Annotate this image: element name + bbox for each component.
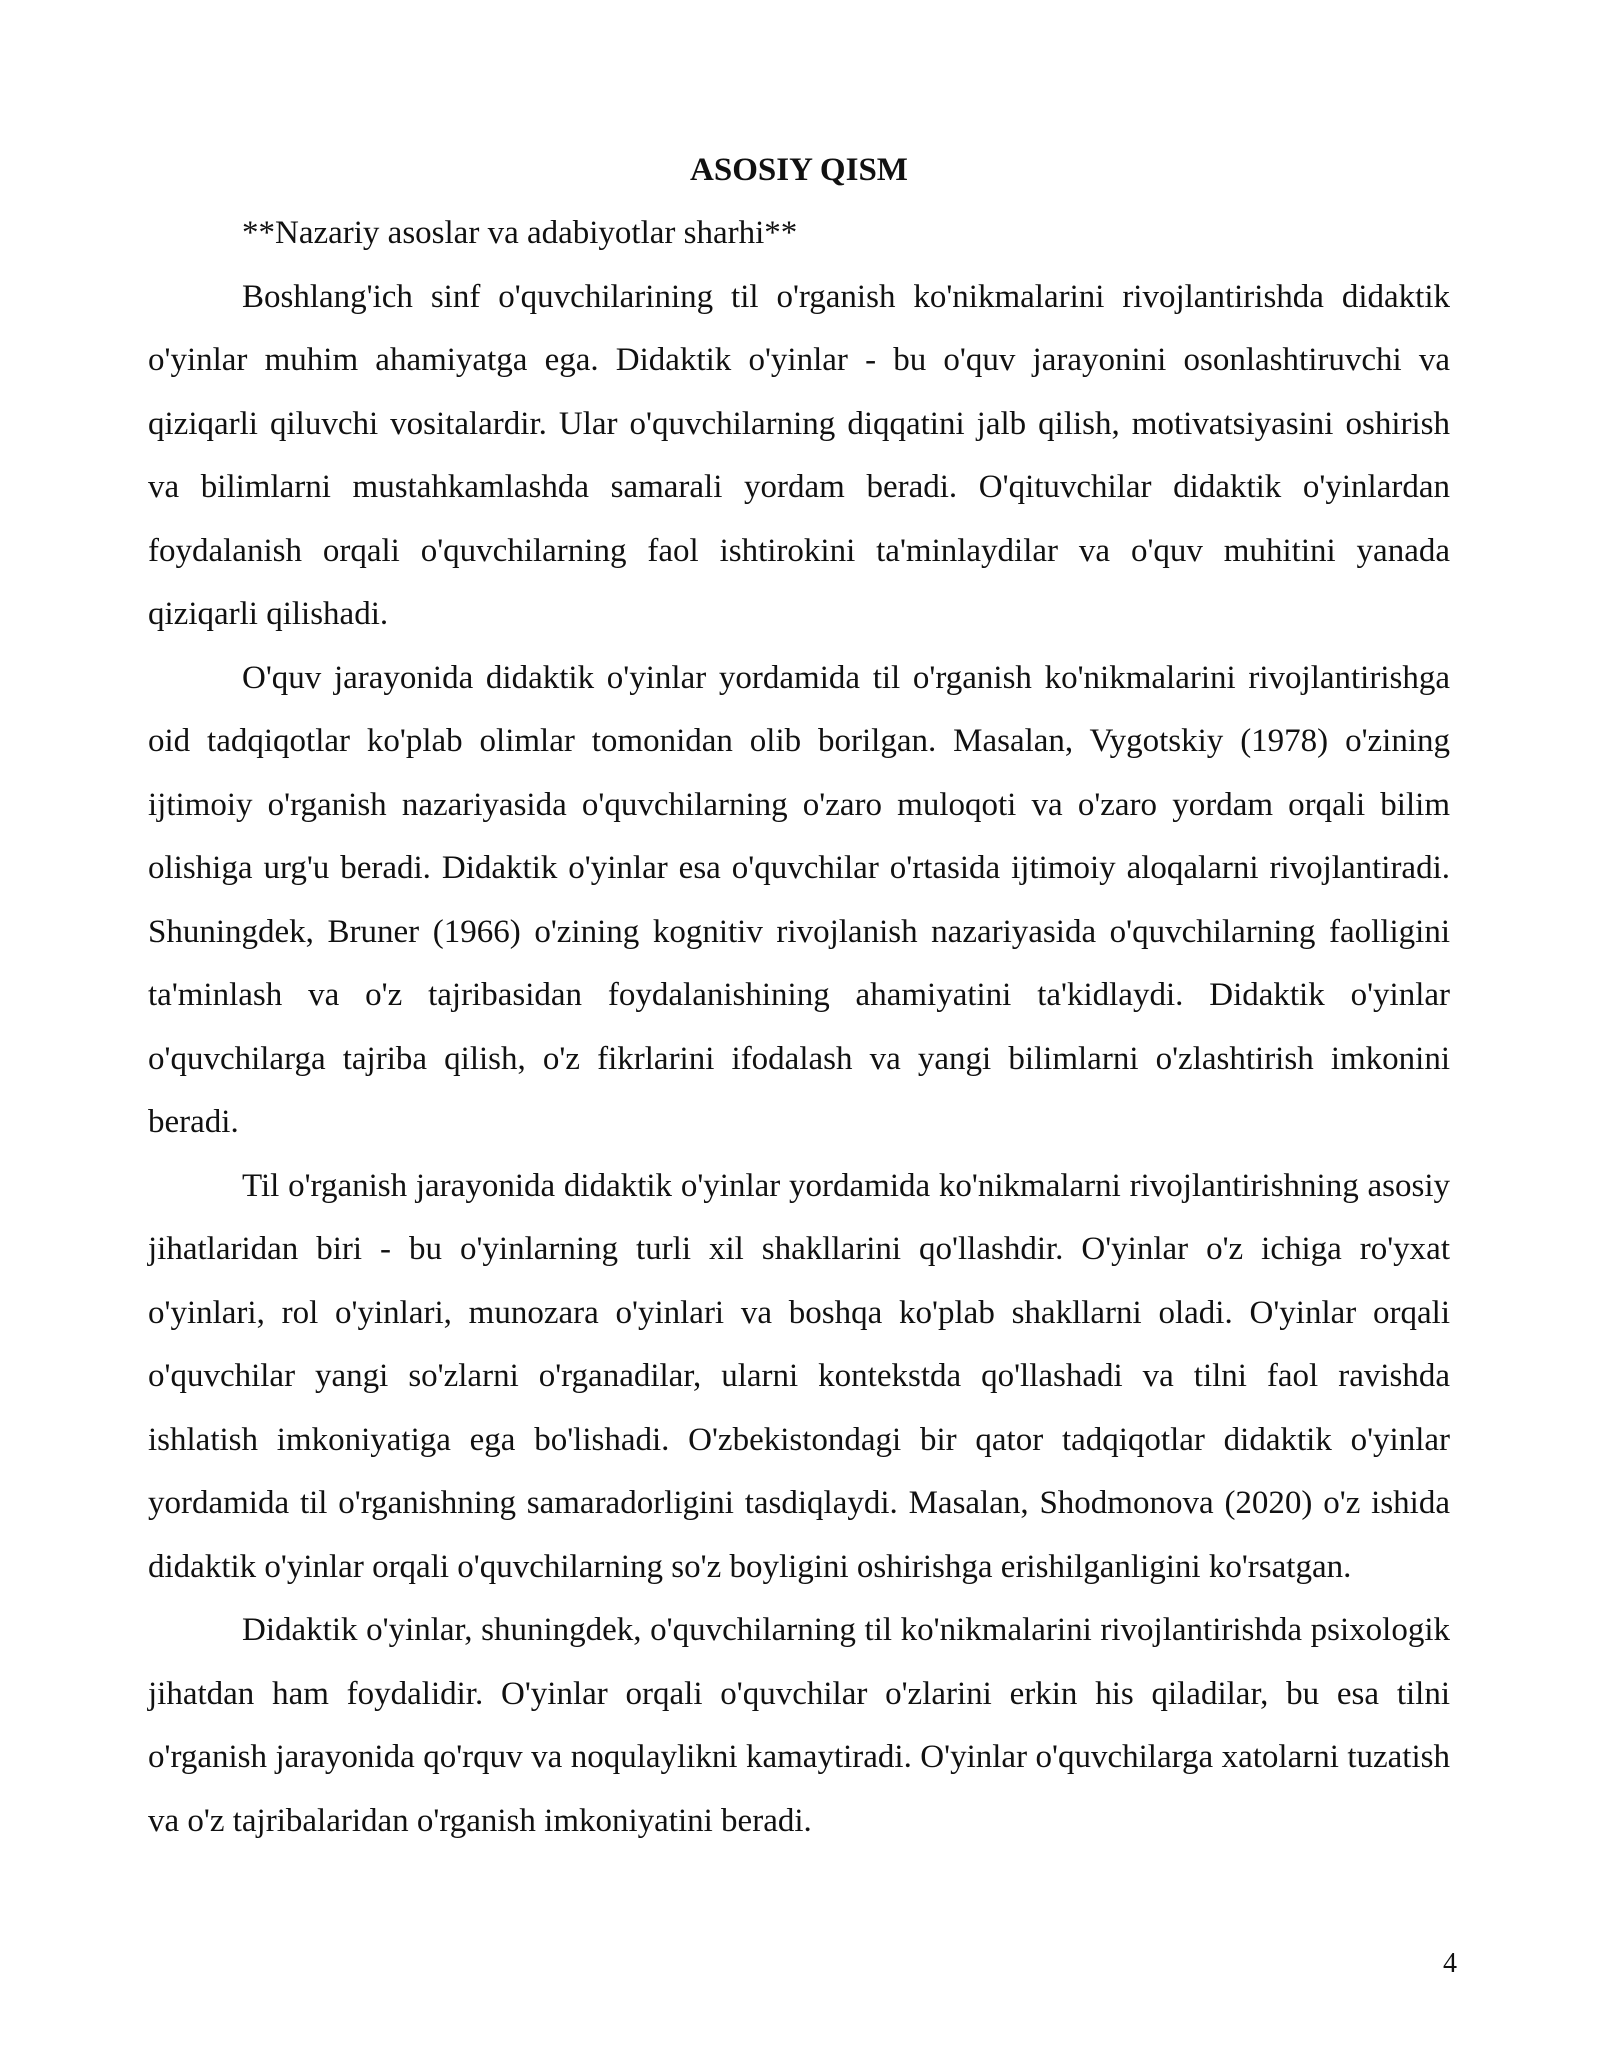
page-number: 4 <box>1443 1948 1457 1979</box>
paragraph-2: O'quv jarayonida didaktik o'yinlar yordamida til o'rganish ko'nikmalarini rivojlantirishga oid tadqiqotlar ko'plab olimlar tomonidan olib borilgan. Masalan, Vygotskiy (1978) o'zining ijtimoiy o'rganish nazariyasida o'quvchilarning o'zaro muloqoti va o'zaro yordam orqali bilim olishiga urg'u beradi. Didaktik o'yinlar esa o'quvchilar o'rtasida ijtimoiy aloqalarni rivojlantiradi. Shuningdek, Bruner (1966) o'zining kognitiv rivojlanish nazariyasida o'quvchilarning faolligini ta'minlash va o'z tajribasidan foydalanishining ahamiyatini ta'kidlaydi. Didaktik o'yinlar o'quvchilarga tajriba qilish, o'z fikrlarini ifodalash va yangi bilimlarni o'zlashtirish imkonini beradi. <box>148 659 1450 1140</box>
paragraph-1: Boshlang'ich sinf o'quvchilarining til o'rganish ko'nikmalarini rivojlantirishda didaktik o'yinlar muhim ahamiyatga ega. Didaktik o'yinlar - bu o'quv jarayonini osonlashtiruvchi va qiziqarli qiluvchi vositalardir. Ular o'quvchilarning diqqatini jalb qilish, motivatsiyasini oshirish va bilimlarni mustahkamlashda samarali yordam beradi. O'qituvchilar didaktik o'yinlardan foydalanish orqali o'quvchilarning faol ishtirokini ta'minlaydilar va o'quv muhitini yanada qiziqarli qilishadi. <box>148 278 1450 632</box>
subsection-heading: **Nazariy asoslar va adabiyotlar sharhi** <box>242 215 798 251</box>
page-content <box>148 146 1450 1853</box>
section-title: ASOSIY QISM <box>690 152 908 188</box>
paragraph-4: Didaktik o'yinlar, shuningdek, o'quvchilarning til ko'nikmalarini rivojlantirishda psixologik jihatdan ham foydalidir. O'yinlar orqali o'quvchilar o'zlarini erkin his qiladilar, bu esa tilni o'rganish jarayonida qo'rquv va noqulaylikni kamaytiradi. O'yinlar o'quvchilarga xatolarni tuzatish va o'z tajribalaridan o'rganish imkoniyatini beradi. <box>148 1612 1450 1839</box>
paragraph-3: Til o'rganish jarayonida didaktik o'yinlar yordamida ko'nikmalarni rivojlantirishning asosiy jihatlaridan biri - bu o'yinlarning turli xil shakllarini qo'llashdir. O'yinlar o'z ichiga ro'yxat o'yinlari, rol o'yinlari, munozara o'yinlari va boshqa ko'plab shakllarni oladi. O'yinlar orqali o'quvchilar yangi so'zlarni o'rganadilar, ularni kontekstda qo'llashadi va tilni faol ravishda ishlatish imkoniyatiga ega bo'lishadi. O'zbekistondagi bir qator tadqiqotlar didaktik o'yinlar yordamida til o'rganishning samaradorligini tasdiqlaydi. Masalan, Shodmonova (2020) o'z ishida didaktik o'yinlar orqali o'quvchilarning so'z boyligini oshirishga erishilganligini ko'rsatgan. <box>148 1167 1450 1585</box>
